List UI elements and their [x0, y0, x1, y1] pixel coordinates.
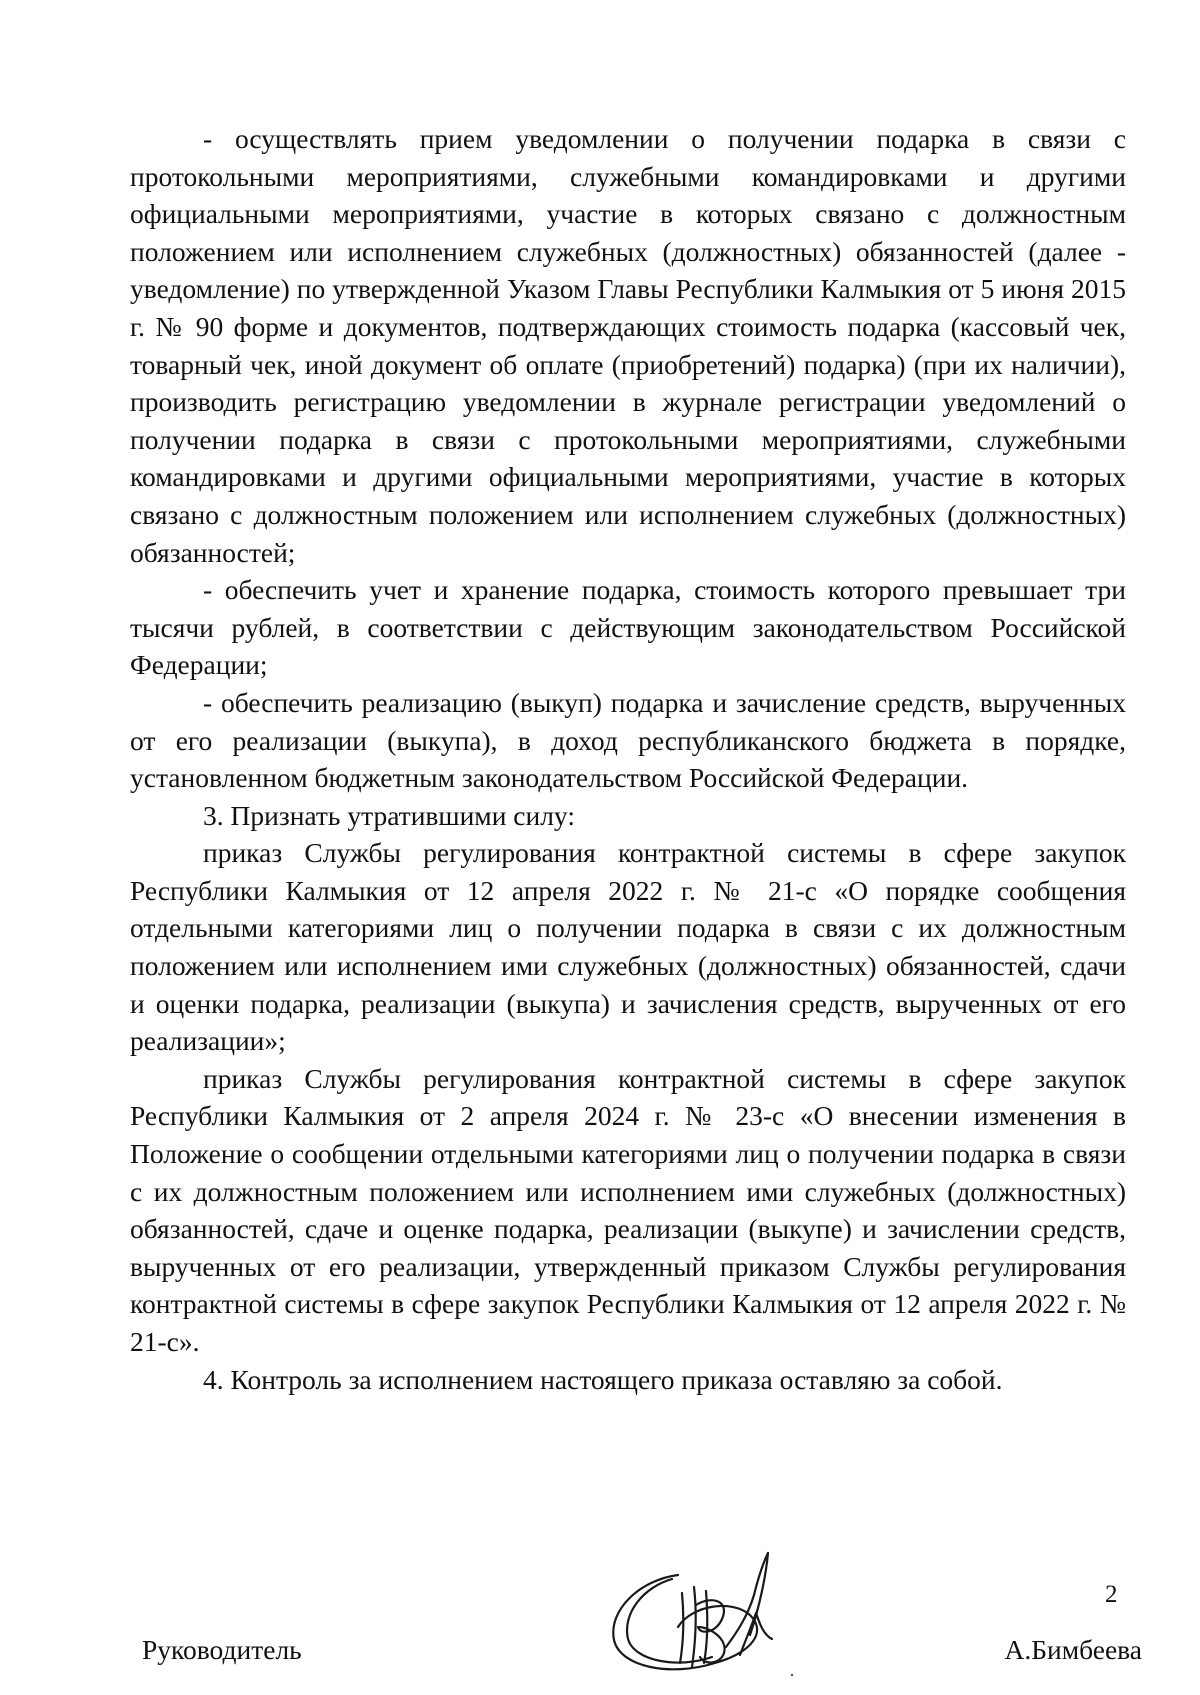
paragraph-gift-storage-duties: - обеспечить учет и хранение подарка, стоимость которого превышает три тысячи рублей, в соответствии с действующим законодательством Российской Федерации; — [130, 574, 1126, 681]
paragraph-item-3-heading: 3. Признать утратившими силу: — [203, 799, 575, 831]
paragraph-gift-notification-duties: - осуществлять прием уведомлении о получении подарка в связи с протокольными мероприятиями, служебными командировками и другими официальными мероприятиями, участие в которых связано с должностным положением или исполнением служебных (должностных) обязанностей (далее - уведомление) по утвержденной Указом Главы Республики Калмыкия от 5 июня 2015 г. № 90 форме и документов, подтверждающих стоимость подарка (кассовый чек, товарный чек, иной документ об оплате (приобретений) подарка) (при их наличии), производить регистрацию уведомлении в журнале регистрации уведомлений о получении подарка в связи с протокольными мероприятиями, служебными командировками и другими официальными мероприятиями, участие в которых связано с должностным положением или исполнением служебных (должностных) обязанностей; — [130, 123, 1126, 568]
document-body — [130, 120, 1126, 1398]
page-number: 2 — [1105, 1581, 1118, 1608]
handwritten-signature — [600, 1535, 800, 1685]
signature-block — [130, 1535, 1142, 1695]
signatory-position: Руководитель — [142, 1634, 302, 1665]
paragraph-repealed-order-2022: приказ Службы регулирования контрактной системы в сфере закупок Республики Калмыкия от 12 апреля 2022 г. № 21-с «О порядке сообщения отдельными категориями лиц о получении подарка в связи с их должностным положением или исполнением ими служебных (должностных) обязанностей, сдачи и оценки подарка, реализации (выкупа) и зачисления средств, вырученных от его реализации»; — [130, 837, 1126, 1057]
paragraph-item-4-control: 4. Контроль за исполнением настоящего приказа оставляю за собой. — [203, 1363, 1003, 1395]
paragraph-repealed-order-2024: приказ Службы регулирования контрактной системы в сфере закупок Республики Калмыкия от 2 апреля 2024 г. № 23-с «О внесении изменения в Положение о сообщении отдельными категориями лиц о получении подарка в связи с их должностным положением или исполнением ими служебных (должностных) обязанностей, сдаче и оценке подарка, реализации (выкупе) и зачислении средств, вырученных от его реализации, утвержденный приказом Службы регулирования контрактной системы в сфере закупок Республики Калмыкия от 12 апреля 2022 г. № 21-с». — [130, 1062, 1126, 1357]
paragraph-gift-sale-duties: - обеспечить реализацию (выкуп) подарка и зачисление средств, вырученных от его реализации (выкупа), в доход республиканского бюджета в порядке, установленном бюджетным законодательством Российской Федерации. — [130, 686, 1126, 794]
signatory-name: А.Бимбеева — [1004, 1634, 1142, 1665]
